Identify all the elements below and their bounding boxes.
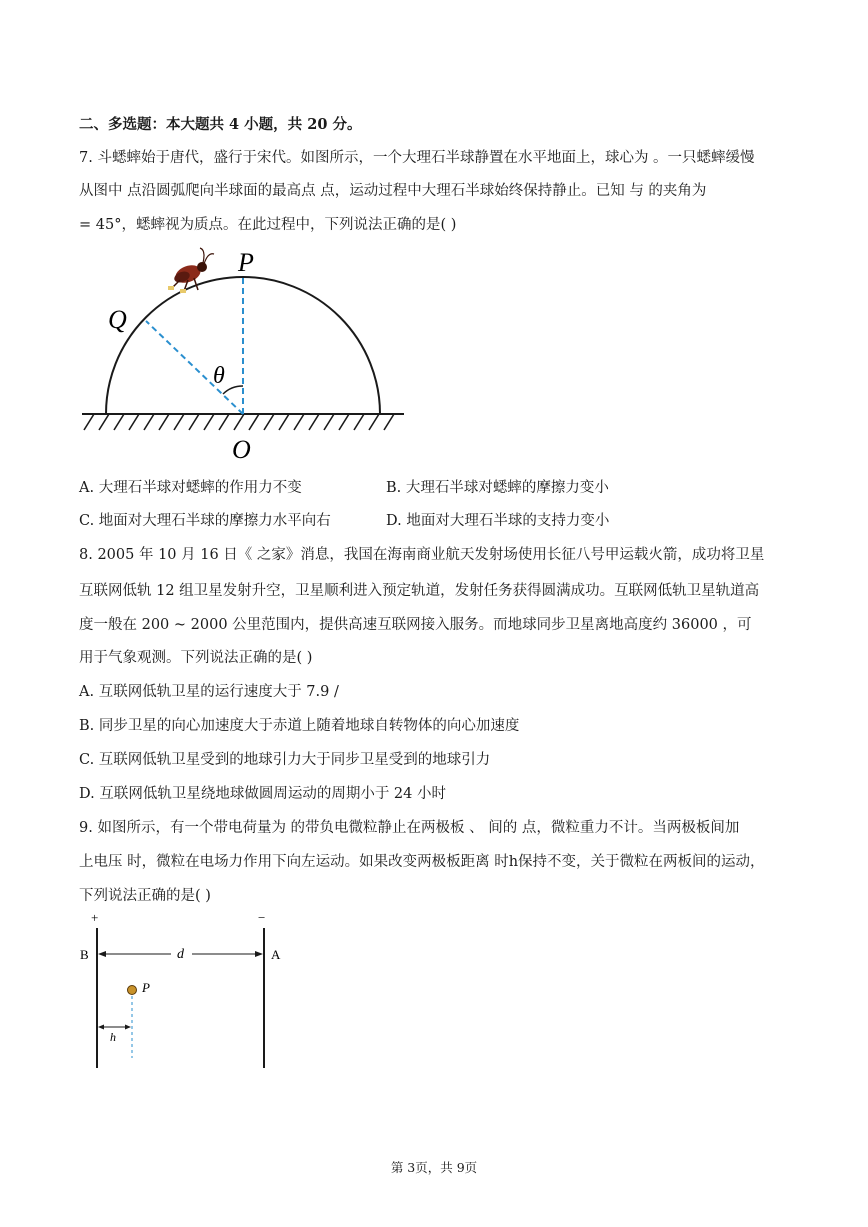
q7-option-c[interactable]: C. 地面对大理石半球的摩擦力水平向右 <box>79 513 331 529</box>
plus-sign: + <box>91 910 99 925</box>
label-q: Q <box>108 305 127 334</box>
q7-hemisphere-figure <box>78 240 410 465</box>
d-arrowhead-left <box>98 951 106 957</box>
q8-option-b[interactable]: B. 同步卫星的向心加速度大于赤道上随着地球自转物体的向心加速度 <box>79 718 520 734</box>
particle-p <box>128 986 137 995</box>
label-b: B <box>80 947 89 962</box>
q9-line-2: 上电压 时，微粒在电场力作用下向左运动。如果改变两极板距离 时h保持不变，关于微粒在两板间的运动， <box>79 854 765 870</box>
q8-option-c[interactable]: C. 互联网低轨卫星受到的地球引力大于同步卫星受到的地球引力 <box>79 752 491 768</box>
q7-option-a[interactable]: A. 大理石半球对蟋蟀的作用力不变 <box>79 480 302 496</box>
q7-option-b[interactable]: B. 大理石半球对蟋蟀的摩擦力变小 <box>386 480 609 496</box>
q8-line-3: 度一般在 200 ~ 2000 公里范围内，提供高速互联网接入服务。而地球同步卫星离地高度约 36000 ，可 <box>79 617 752 633</box>
label-d: d <box>177 947 184 962</box>
radius-oq-dashed <box>146 321 243 414</box>
d-arrowhead-right <box>255 951 263 957</box>
q9-line-1: 9. 如图所示，有一个带电荷量为 的带负电微粒静止在两极板 、 间的 点，微粒重力不计。当两极板间加 <box>79 820 740 836</box>
ground-hatching <box>84 414 394 430</box>
label-p: P <box>238 248 254 277</box>
q8-line-2: 互联网低轨 12 组卫星发射升空，卫星顺利进入预定轨道，发射任务获得圆满成功。互联网低轨卫星轨道高 <box>79 583 760 599</box>
angle-arc <box>223 386 243 394</box>
q8-line-4: 用于气象观测。下列说法正确的是( ) <box>79 650 313 666</box>
label-o: O <box>232 435 251 464</box>
q8-line-1: 8. 2005 年 10 月 16 日《 之家》消息，我国在海南商业航天发射场使用长征八号甲运载火箭，成功将卫星 <box>79 547 765 563</box>
label-theta: θ <box>213 363 225 389</box>
q7-option-d[interactable]: D. 地面对大理石半球的支持力变小 <box>386 513 610 529</box>
h-arrowhead-left <box>98 1025 104 1030</box>
label-a: A <box>271 947 281 962</box>
q9-line-3: 下列说法正确的是( ) <box>79 888 211 904</box>
q7-line-3: = 45°，蟋蟀视为质点。在此过程中，下列说法正确的是( ) <box>79 217 457 233</box>
label-p-particle: P <box>142 980 150 995</box>
page-footer: 第 3页，共 9页 <box>390 1160 478 1175</box>
q9-plates-figure <box>76 908 296 1073</box>
q8-option-d[interactable]: D. 互联网低轨卫星绕地球做圆周运动的周期小于 24 小时 <box>79 786 446 802</box>
h-arrowhead-right <box>125 1025 131 1030</box>
section-heading: 二、多选题：本大题共 4 小题，共 20 分。 <box>79 116 362 133</box>
q7-line-2: 从图中 点沿圆弧爬向半球面的最高点 点，运动过程中大理石半球始终保持静止。已知 与 的夹角为 <box>79 183 707 199</box>
label-h: h <box>110 1030 116 1044</box>
q8-option-a[interactable]: A. 互联网低轨卫星的运行速度大于 7.9 / <box>79 684 339 700</box>
q7-line-1: 7. 斗蟋蟀始于唐代，盛行于宋代。如图所示，一个大理石半球静置在水平地面上，球心为 。一只蟋蟀缓慢 <box>79 150 755 166</box>
minus-sign: − <box>258 910 266 925</box>
